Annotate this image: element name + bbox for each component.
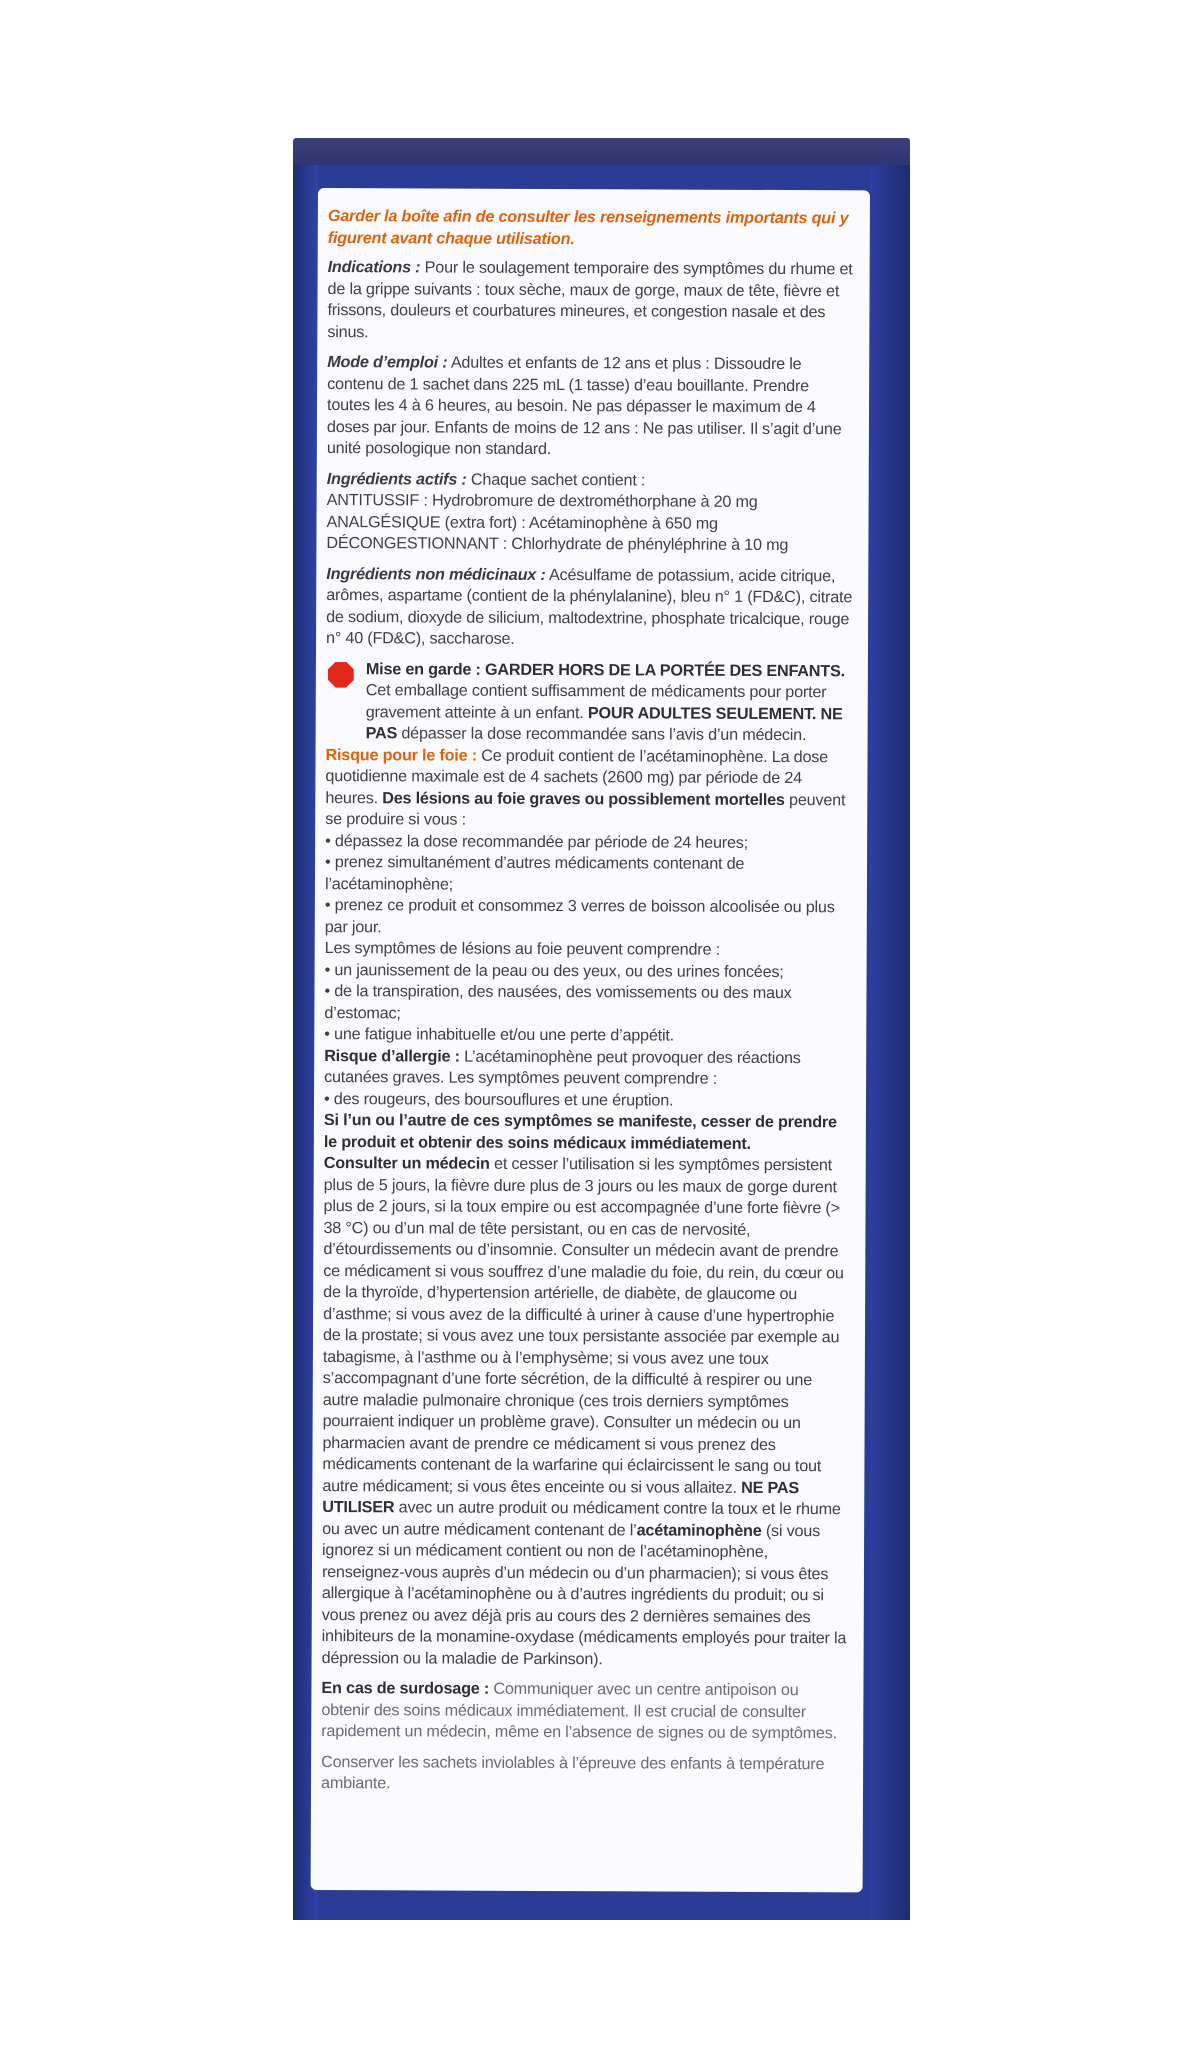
doctor-text-1: et cesser l’utilisation si les symptômes persistent plus de 5 jours, la fièvre dure plus de 3 jours ou les maux de gorge durent plus de 2 jours, si la toux empire ou est accompagnée d’une forte fièvre (> 38 °C) ou d’un mal de tête persistant, ou en cas de nervosité, d’étourdissements ou d’insomnie. Consulter un médecin avant de prendre ce médicament si vous souffrez d’une maladie du foie, du rein, du cœur ou de la thyroïde, d’hypertension artérielle, de diabète, de glaucome ou d’asthme; si vous avez de la difficulté à uriner à cause d’une hypertrophie de la prostate; si vous avez une toux persistante associée par exemple au tabagisme, à l’asthme ou à l’emphysème; si vous avez une toux s’accompagnant d’une forte sécrétion, de la difficulté à respirer ou une autre maladie pulmonaire chronique (ces trois derniers symptômes pourraient indiquer un problème grave). Consulter un médecin ou un pharmacien avant de prendre ce médicament si vous prenez des médicaments contenant de la warfarine qui éclaircissent le sang ou tout autre médicament; si vous êtes enceinte ou si vous allaitez. xyxy=(322,1154,844,1497)
do-not-use-label: NE PAS UTILISER xyxy=(322,1478,800,1517)
liver-risk-section xyxy=(324,745,853,1048)
ingredient-analgesic: ANALGÉSIQUE (extra fort) : Acétaminophène à 650 mg xyxy=(326,512,718,533)
allergy-bullets xyxy=(324,1089,852,1113)
non-medicinal-section xyxy=(326,564,854,652)
non-medicinal-label: Ingrédients non médicinaux : xyxy=(326,564,546,584)
indications-section xyxy=(327,257,855,345)
allergy-stop-instruction: Si l’un ou l’autre de ces symptômes se manifeste, cesser de prendre le produit et obtenir des soins médicaux immédiatement. xyxy=(323,1111,837,1153)
allergy-section xyxy=(324,1046,852,1156)
list-item: • un jaunissement de la peau ou des yeux, ou des urines foncées; xyxy=(325,960,853,984)
doctor-text-2: avec un autre produit ou médicament contre la toux et le rhume ou avec un autre médicament contenant de l’ xyxy=(322,1498,841,1539)
active-ingredients-intro: Chaque sachet contient : xyxy=(466,470,646,489)
active-ingredients-section xyxy=(326,469,854,557)
indications-label: Indications : xyxy=(327,258,421,277)
liver-risk-text-2: peuvent se produire si vous : xyxy=(325,790,846,829)
directions-section xyxy=(327,352,855,462)
caution-adults-only: POUR ADULTES SEULEMENT. NE PAS xyxy=(365,703,843,743)
list-item: • une fatigue inhabituelle et/ou une perte d’appétit. xyxy=(324,1024,852,1048)
liver-symptoms-intro: Les symptômes de lésions au foie peuvent comprendre : xyxy=(324,939,720,959)
indications-text: Pour le soulagement temporaire des symptômes du rhume et de la grippe suivants : toux sèche, maux de gorge, maux de tête, fièvre et frissons, douleurs et courbatures mineures, et congestion nasale et des sinus. xyxy=(327,258,853,341)
overdose-text: Communiquer avec un centre antipoison ou obtenir des soins médicaux immédiatement. Il est crucial de consulter rapidement un médecin, même en l’absence de signes ou de symptômes. xyxy=(321,1679,837,1743)
label-panel xyxy=(311,188,870,1892)
liver-risk-bullets xyxy=(325,831,853,941)
caution-section xyxy=(326,659,854,747)
active-ingredients-label: Ingrédients actifs : xyxy=(326,469,467,489)
liver-risk-bold: Des lésions au foie graves ou possiblement mortelles xyxy=(382,788,785,809)
stop-sign-icon xyxy=(328,662,354,688)
list-item: • des rougeurs, des boursouflures et une éruption. xyxy=(324,1089,852,1113)
ingredient-antitussive: ANTITUSSIF : Hydrobromure de dextrométhorphane à 20 mg xyxy=(326,491,758,511)
liver-symptoms-bullets xyxy=(324,960,852,1048)
doctor-text-3: (si vous ignorez si un médicament contient ou non de l’acétaminophène, renseignez-vous auprès d’un médecin ou d’un pharmacien); si vous êtes allergique à l’acétaminophène ou à d’autres ingrédients du produit; ou si vous prenez ou avez déjà pris au cours des 2 dernières semaines des inhibiteurs de la monamine-oxydase (médicaments employés pour traiter la dépression ou la maladie de Parkinson). xyxy=(321,1521,847,1668)
overdose-label: En cas de surdosage : xyxy=(321,1679,490,1698)
storage-instruction: Conserver les sachets inviolables à l’épreuve des enfants à température ambiante. xyxy=(321,1752,825,1793)
caution-text-1: Cet emballage contient suffisamment de médicaments pour porter gravement atteinte à un enfant. xyxy=(365,681,827,722)
caution-label: Mise en garde : GARDER HORS DE LA PORTÉE DES ENFANTS. xyxy=(365,659,845,680)
ingredient-decongestant: DÉCONGESTIONNANT : Chlorhydrate de phényléphrine à 10 mg xyxy=(326,534,789,555)
box-right-edge xyxy=(870,165,910,1920)
caution-text-2: dépasser la dose recommandée sans l’avis d’un médecin. xyxy=(397,724,807,745)
list-item: • dépassez la dose recommandée par période de 24 heures; xyxy=(325,831,853,855)
allergy-text: L’acétaminophène peut provoquer des réactions cutanées graves. Les symptômes peuvent comprendre : xyxy=(324,1047,801,1088)
list-item: • prenez ce produit et consommez 3 verres de boisson alcoolisée ou plus par jour. xyxy=(325,895,853,940)
list-item: • prenez simultanément d’autres médicaments contenant de l’acétaminophène; xyxy=(325,852,853,897)
non-medicinal-text: Acésulfame de potassium, acide citrique, arômes, aspartame (contient de la phénylalanine), bleu n° 1 (FD&C), citrate de sodium, dioxyde de silicium, maltodextrine, phosphate tricalcique, rouge n° 40 (FD&C), saccharose. xyxy=(325,565,853,648)
directions-label: Mode d’emploi : xyxy=(327,353,448,372)
doctor-label: Consulter un médecin xyxy=(323,1154,490,1173)
acetaminophen-bold: acétaminophène xyxy=(636,1520,762,1540)
doctor-section xyxy=(322,1153,852,1671)
liver-risk-label: Risque pour le foie : xyxy=(325,745,477,765)
keep-box-warning: Garder la boîte afin de consulter les renseignements importants qui y figurent avant chaque utilisation. xyxy=(327,207,849,248)
directions-text: Adultes et enfants de 12 ans et plus : Dissoudre le contenu de 1 sachet dans 225 mL (1 tasse) d’eau bouillante. Prendre toutes les 4 à 6 heures, au besoin. Ne pas dépasser le maximum de 4 doses par jour. Enfants de moins de 12 ans : Ne pas utiliser. Il s’agit d’une unité posologique non standard. xyxy=(326,353,842,459)
list-item: • de la transpiration, des nausées, des vomissements ou des maux d’estomac; xyxy=(324,981,852,1026)
overdose-section xyxy=(321,1678,849,1745)
liver-risk-text-1: Ce produit contient de l’acétaminophène. La dose quotidienne maximale est de 4 sachets (2600 mg) par période de 24 heures. xyxy=(325,746,829,807)
allergy-label: Risque d’allergie : xyxy=(324,1046,460,1066)
